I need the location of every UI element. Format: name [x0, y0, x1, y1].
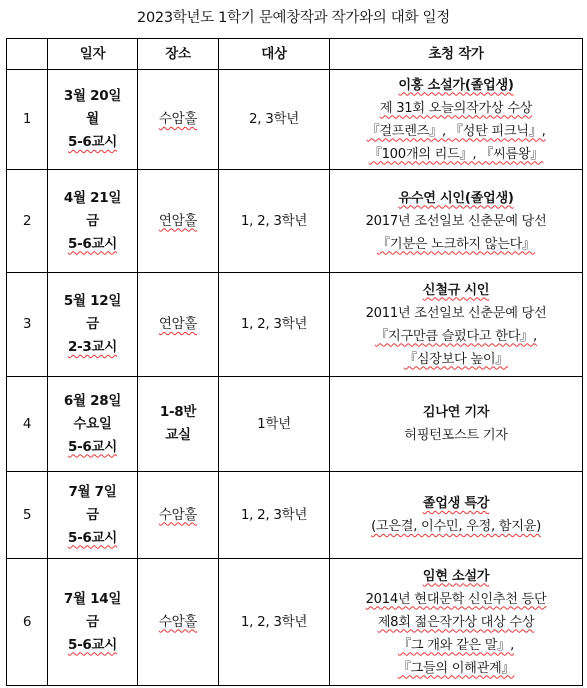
- guest-name: 임현 소설가: [422, 568, 490, 584]
- row-number: 2: [7, 170, 48, 273]
- guest-detail: 『그 개와 같은 말』,: [398, 637, 514, 653]
- header-date: 일자: [48, 39, 138, 70]
- document-title: 2023학년도 1학기 문예창작과 작가와의 대화 일정: [137, 10, 450, 26]
- place-cell: [138, 377, 219, 472]
- row-number: 5: [7, 472, 48, 559]
- guest-detail: 『100개의 리드』, 『씨름왕』: [368, 146, 544, 162]
- row-number: 1: [7, 70, 48, 170]
- guest-detail: 허핑턴포스트 기자: [404, 428, 508, 443]
- target-cell: 1, 2, 3학년: [219, 273, 330, 377]
- guest-name: 졸업생 특강: [422, 496, 490, 511]
- guest-name: 유수연 시인(졸업생): [398, 190, 514, 206]
- guest-detail: 제8회 젊은작가상 대상 수상: [377, 614, 535, 630]
- date-weekday: 월: [86, 111, 99, 127]
- date-period: 5-6교시: [68, 235, 117, 252]
- header-target: 대상: [219, 39, 330, 70]
- row-number: 3: [7, 273, 48, 377]
- date-period: 5-6교시: [68, 529, 117, 546]
- date-weekday: 금: [86, 613, 99, 630]
- guest-name: 이홍 소설가(졸업생): [398, 77, 514, 93]
- date-cell: [48, 559, 138, 686]
- date-period: 5-6교시: [68, 134, 117, 150]
- guest-detail: 『심장보다 높이』: [403, 351, 509, 367]
- header-guest: 초청 작가: [330, 39, 583, 70]
- table-row: [7, 559, 583, 686]
- date-day: 7월 14일: [63, 590, 122, 607]
- place-cell: [138, 472, 219, 559]
- guest-cell: [330, 472, 583, 559]
- date-weekday: 금: [86, 316, 99, 332]
- guest-cell: [330, 70, 583, 170]
- table-row: [7, 472, 583, 559]
- target-cell: 1학년: [219, 377, 330, 472]
- date-day: 4월 21일: [63, 189, 122, 206]
- target-cell: 1, 2, 3학년: [219, 472, 330, 559]
- place-cell: [138, 170, 219, 273]
- place-cell: [138, 70, 219, 170]
- date-weekday: 금: [86, 506, 99, 523]
- schedule-table: [6, 38, 583, 686]
- date-day: 5월 12일: [63, 293, 122, 309]
- date-day: 3월 20일: [63, 88, 122, 104]
- date-cell: [48, 472, 138, 559]
- date-weekday: 금: [86, 212, 99, 229]
- header-number: [7, 39, 48, 70]
- date-period: 5-6교시: [68, 438, 117, 455]
- date-cell: [48, 273, 138, 377]
- header-place: 장소: [138, 39, 219, 70]
- guest-detail: 『그들의 이해관계』: [397, 660, 515, 676]
- place-cell: [138, 273, 219, 377]
- place-name: 수암홀: [158, 506, 198, 523]
- table-header-row: [7, 39, 583, 70]
- table-row: [7, 377, 583, 472]
- guest-detail: 『걸프렌즈』, 『성탄 피크닉』,: [366, 123, 546, 139]
- guest-detail: 2017년 조선일보 신춘문예 당선: [365, 213, 547, 229]
- date-period: 2-3교시: [68, 339, 117, 355]
- target-cell: 1, 2, 3학년: [219, 559, 330, 686]
- date-cell: [48, 377, 138, 472]
- place-name: 수암홀: [158, 111, 198, 127]
- guest-detail: 2014년 현대문학 신인추천 등단: [365, 591, 547, 607]
- place-name: 연암홀: [158, 316, 198, 332]
- guest-name: 김나연 기자: [422, 405, 490, 420]
- date-cell: [48, 170, 138, 273]
- place-name: 1-8반: [159, 404, 197, 420]
- row-number: 4: [7, 377, 48, 472]
- guest-detail: 『기분은 노크하지 않는다』: [377, 236, 535, 252]
- date-day: 7월 7일: [68, 483, 117, 500]
- place-name: 교실: [165, 427, 191, 443]
- date-day: 6월 28일: [63, 392, 122, 409]
- guest-name: 신철규 시인: [422, 282, 490, 298]
- guest-detail: (고은결, 이수민, 우정, 함지윤): [371, 519, 541, 534]
- guest-cell: [330, 170, 583, 273]
- date-period: 5-6교시: [68, 636, 117, 653]
- guest-detail: 『지구만큼 슬펐다고 한다』,: [375, 328, 537, 344]
- guest-cell: [330, 273, 583, 377]
- target-cell: 1, 2, 3학년: [219, 170, 330, 273]
- guest-cell: [330, 559, 583, 686]
- date-weekday: 수요일: [73, 415, 112, 432]
- table-row: [7, 170, 583, 273]
- guest-detail: 2011년 조선일보 신춘문예 당선: [365, 305, 547, 321]
- place-name: 수암홀: [158, 613, 198, 630]
- table-row: [7, 273, 583, 377]
- guest-detail: 제 31회 오늘의작가상 수상: [379, 100, 533, 116]
- place-cell: [138, 559, 219, 686]
- date-cell: [48, 70, 138, 170]
- target-cell: 2, 3학년: [219, 70, 330, 170]
- table-row: [7, 70, 583, 170]
- row-number: 6: [7, 559, 48, 686]
- place-name: 연암홀: [158, 212, 198, 229]
- guest-cell: [330, 377, 583, 472]
